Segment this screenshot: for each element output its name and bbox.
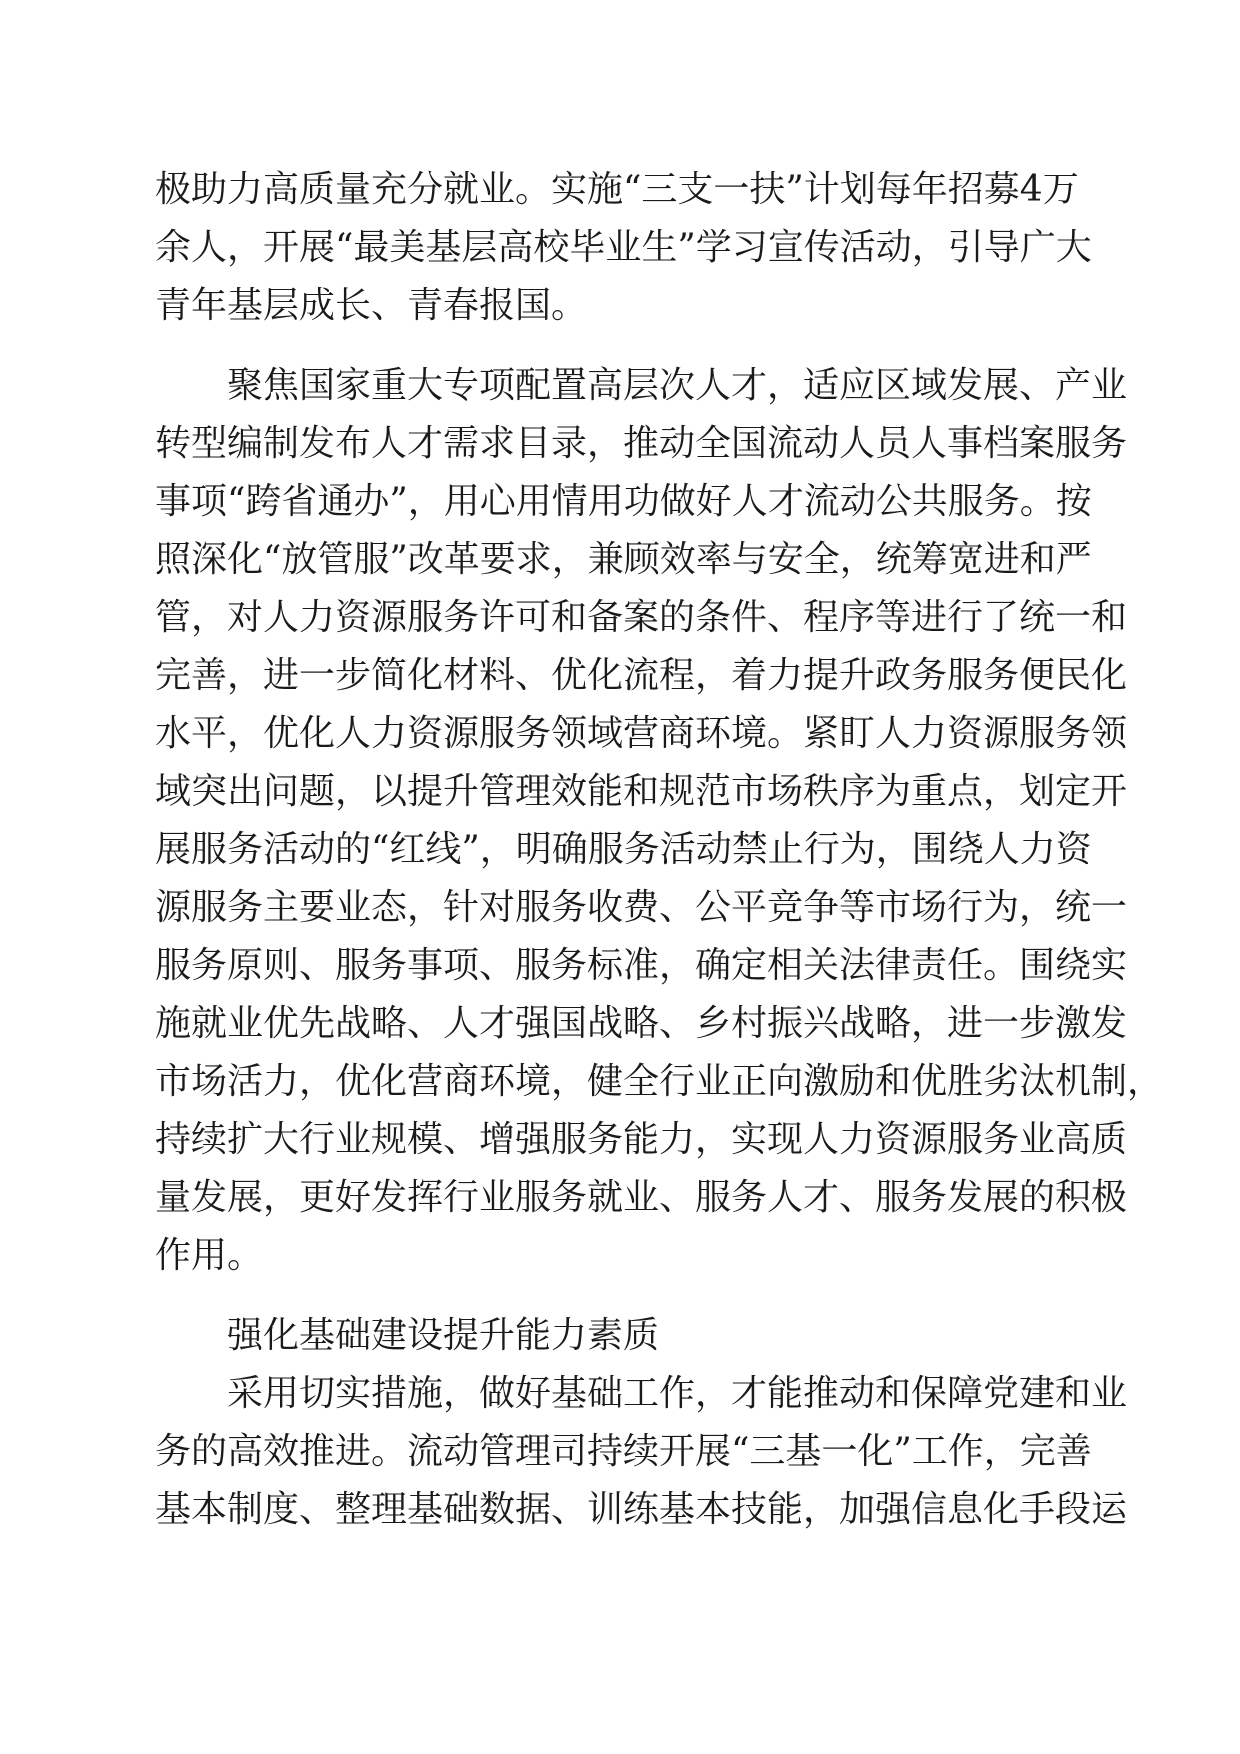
text-line (0, 276, 1240, 336)
line-text: 基本制度、整理基础数据、训练基本技能，加强信息化手段运 (155, 1489, 1128, 1530)
line-text: 务的高效推进。流动管理司持续开展“三基一化”工作，完善 (155, 1431, 1092, 1472)
line-text: 照深化“放管服”改革要求，兼顾效率与安全，统筹宽进和严 (155, 539, 1092, 580)
text-line (0, 820, 1240, 880)
text-line (0, 414, 1240, 474)
text-line (0, 994, 1240, 1054)
line-text: 服务原则、服务事项、服务标准，确定相关法律责任。围绕实 (155, 945, 1128, 986)
text-line (0, 1422, 1240, 1482)
line-text: 余人，开展“最美基层高校毕业生”学习宣传活动，引导广大 (155, 227, 1092, 268)
line-text: 水平，优化人力资源服务领域营商环境。紧盯人力资源服务领 (155, 713, 1128, 754)
paragraph-first-line (0, 356, 1240, 416)
text-line (0, 704, 1240, 764)
line-text: 源服务主要业态，针对服务收费、公平竞争等市场行为，统一 (155, 887, 1128, 928)
text-line (0, 588, 1240, 648)
section-heading (0, 1306, 1240, 1366)
line-text: 聚焦国家重大专项配置高层次人才，适应区域发展、产业 (227, 365, 1128, 406)
text-line (0, 1226, 1240, 1286)
line-text: 管，对人力资源服务许可和备案的条件、程序等进行了统一和 (155, 597, 1128, 638)
text-line (0, 936, 1240, 996)
line-text: 采用切实措施，做好基础工作，才能推动和保障党建和业 (227, 1373, 1128, 1414)
text-line (0, 472, 1240, 532)
text-line (0, 762, 1240, 822)
line-text: 事项“跨省通办”，用心用情用功做好人才流动公共服务。按 (155, 481, 1092, 522)
text-line (0, 218, 1240, 278)
paragraph-first-line (0, 1364, 1240, 1424)
line-text: 极助力高质量充分就业。实施“三支一扶”计划每年招募4万 (155, 169, 1079, 210)
text-line (0, 646, 1240, 706)
line-text: 量发展，更好发挥行业服务就业、服务人才、服务发展的积极 (155, 1177, 1128, 1218)
text-line (0, 530, 1240, 590)
line-text: 青年基层成长、青春报国。 (155, 285, 588, 326)
line-text: 持续扩大行业规模、增强服务能力，实现人力资源服务业高质 (155, 1119, 1128, 1160)
line-text: 市场活力，优化营商环境，健全行业正向激励和优胜劣汰机制， (155, 1061, 1164, 1102)
text-line (0, 1110, 1240, 1170)
line-text: 域突出问题，以提升管理效能和规范市场秩序为重点，划定开 (155, 771, 1128, 812)
text-line (0, 160, 1240, 220)
line-text: 展服务活动的“红线”，明确服务活动禁止行为，围绕人力资 (155, 829, 1092, 870)
line-text: 施就业优先战略、人才强国战略、乡村振兴战略，进一步激发 (155, 1003, 1128, 1044)
text-line (0, 1052, 1240, 1112)
heading-text: 强化基础建设提升能力素质 (227, 1315, 660, 1356)
text-line (0, 878, 1240, 938)
text-line (0, 1480, 1240, 1540)
text-line (0, 1168, 1240, 1228)
line-text: 完善，进一步简化材料、优化流程，着力提升政务服务便民化 (155, 655, 1128, 696)
line-text: 作用。 (155, 1235, 264, 1276)
line-text: 转型编制发布人才需求目录，推动全国流动人员人事档案服务 (155, 423, 1128, 464)
